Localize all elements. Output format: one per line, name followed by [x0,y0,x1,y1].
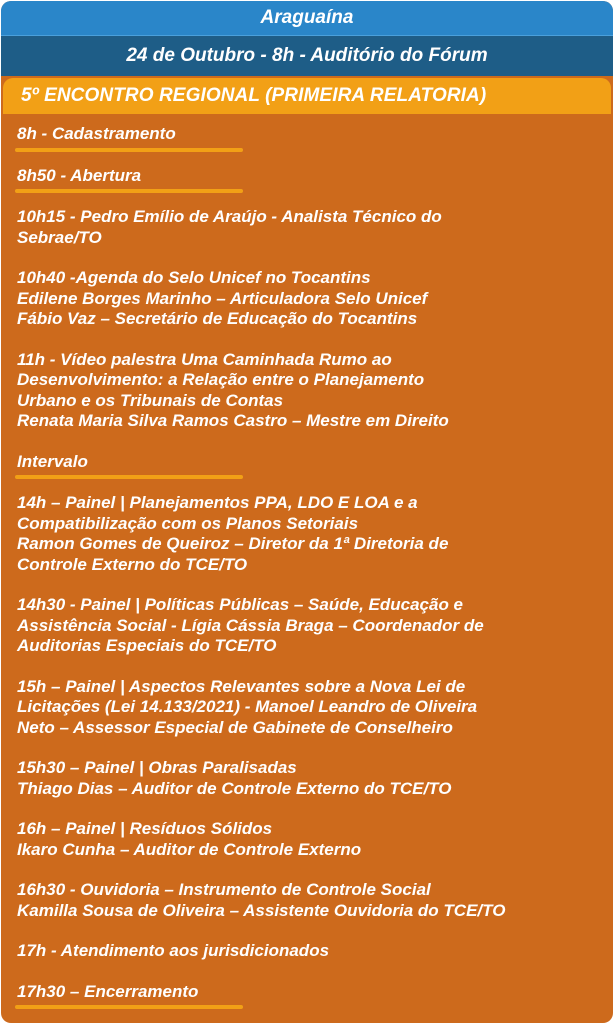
schedule-item [17,880,599,921]
schedule-item [17,350,599,432]
schedule-item-line: Edilene Borges Marinho – Articuladora Selo Unicef [17,288,428,308]
section-underline [15,1005,243,1009]
section-underline [15,148,243,152]
schedule-item [17,758,599,799]
schedule-item-line: 8h50 - Abertura [17,165,142,185]
schedule-item [17,595,599,657]
schedule-item [17,124,599,152]
schedule-item-line: Desenvolvimento: a Relação entre o Planejamento [17,370,425,389]
schedule-item-line: Sebrae/TO [17,227,102,247]
schedule-item [17,819,599,860]
schedule-item-line: Neto – Assessor Especial de Gabinete de Conselheiro [17,717,453,737]
section-underline [15,475,243,479]
schedule-item-line: 15h30 – Painel | Obras Paralisadas [17,758,297,777]
schedule-item-line: 14h – Painel | Planejamentos PPA, LDO E LOA e a [17,493,418,512]
schedule-item-line: 17h - Atendimento aos jurisdicionados [17,941,330,960]
section-underline [15,189,243,193]
schedule-item [17,166,599,194]
date-header [1,36,613,76]
city-header [1,1,613,36]
schedule-item-line: Assistência Social - Lígia Cássia Braga – Coordenador de [17,615,484,635]
schedule-item-line: 16h – Painel | Resíduos Sólidos [17,819,273,838]
schedule-item [17,982,599,1010]
schedule-item [17,493,599,575]
schedule-item-line: Compatibilização com os Planos Setoriais [17,513,359,533]
schedule-item-line: 17h30 – Encerramento [17,981,199,1001]
schedule-list [1,114,613,1009]
schedule-item-line: 14h30 - Painel | Políticas Públicas – Saúde, Educação e [17,595,464,614]
schedule-item [17,452,599,480]
event-card [1,1,613,1023]
schedule-item-line: 15h – Painel | Aspectos Relevantes sobre a Nova Lei de [17,676,466,696]
schedule-item-line: Kamilla Sousa de Oliveira – Assistente Ouvidoria do TCE/TO [17,900,506,920]
schedule-item-line: Intervalo [17,451,88,471]
date-line: 24 de Outubro - 8h - Auditório do Fórum [126,45,488,66]
schedule-item-line: Renata Maria Silva Ramos Castro – Mestre em Direito [17,411,449,430]
schedule-item-line: 16h30 - Ouvidoria – Instrumento de Controle Social [17,880,431,899]
schedule-item-line: 10h15 - Pedro Emílio de Araújo - Analista Técnico do [17,207,442,226]
schedule-item [17,207,599,248]
schedule-item-line: 10h40 -Agenda do Selo Unicef no Tocantins [17,268,371,287]
schedule-item-line: Fábio Vaz – Secretário de Educação do Tocantins [17,309,418,328]
schedule-item-line: Thiago Dias – Auditor de Controle Externo do TCE/TO [17,778,452,798]
event-title-bar [3,78,611,114]
schedule-item [17,268,599,330]
schedule-item-line: Licitações (Lei 14.133/2021) - Manoel Leandro de Oliveira [17,697,478,716]
schedule-item-line: 8h - Cadastramento [17,124,176,143]
schedule-item-line: Urbano e os Tribunais de Contas [17,390,284,410]
schedule-item-line: Ikaro Cunha – Auditor de Controle Externo [17,839,362,859]
schedule-item-line: Ramon Gomes de Queiroz – Diretor da 1ª Diretoria de [17,534,449,553]
city-name: Araguaína [260,7,354,28]
schedule-item-line: Auditorias Especiais do TCE/TO [17,636,277,655]
schedule-item-line: Controle Externo do TCE/TO [17,554,248,574]
event-title: 5º ENCONTRO REGIONAL (PRIMEIRA RELATORIA) [21,85,487,106]
schedule-item [17,677,599,739]
schedule-item [17,941,599,962]
schedule-item-line: 11h - Vídeo palestra Uma Caminhada Rumo ao [17,349,392,369]
